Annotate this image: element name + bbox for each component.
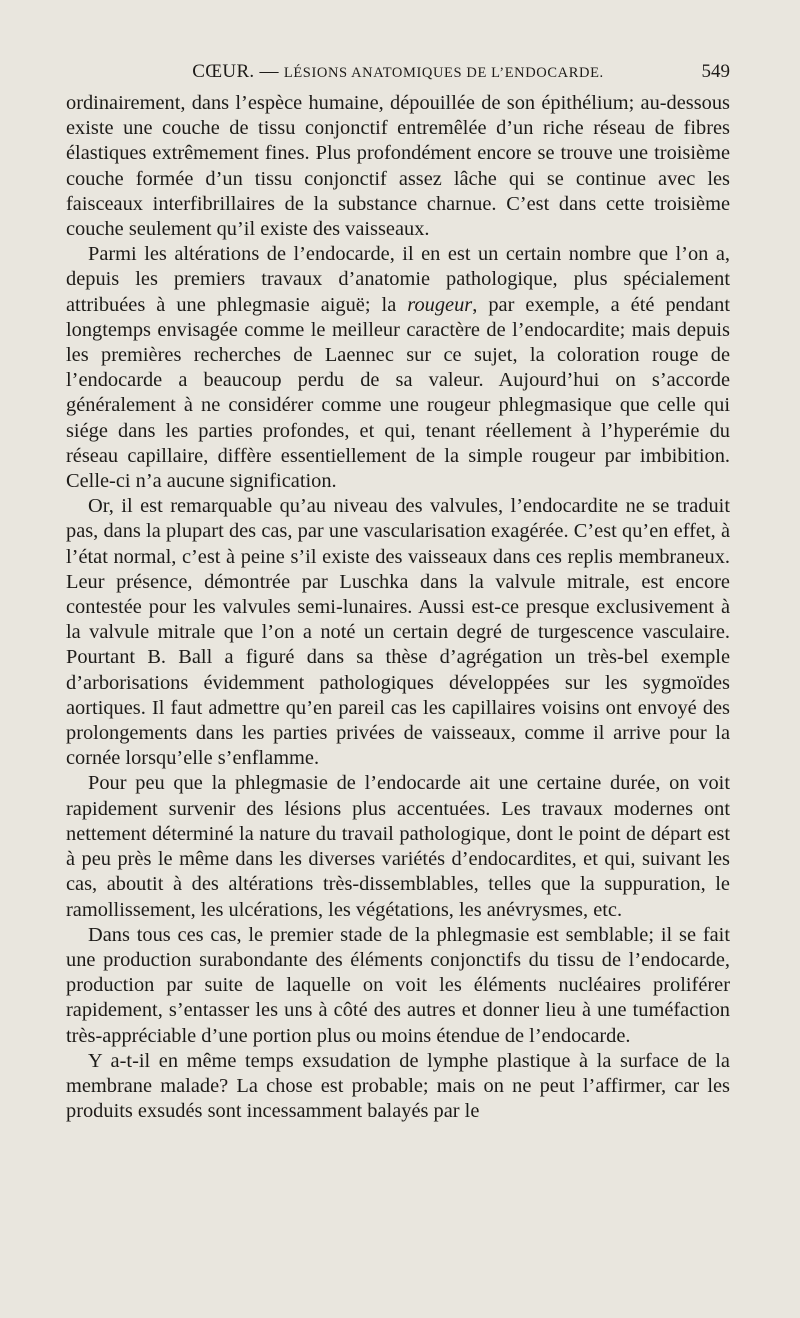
running-head xyxy=(66,58,730,87)
paragraph-text: Or, il est remarquable qu’au niveau des valvules, l’endocardite ne se traduit pas, dans la plupart des cas, par une vascularisation exagérée. C’est qu’en effet, à l’état normal, c’est à peine s’il existe des vaisseaux dans ces replis membraneux. Leur présence, démontrée par Luschka dans la valvule mitrale, est encore contestée pour les valvules semi-lunaires. Aussi est-ce presque exclusivement à la valvule mitrale que l’on a noté un certain degré de turgescence vasculaire. Pourtant B. Ball a figuré dans sa thèse d’agrégation un très-bel exemple d’arborisations évidemment pathologiques développées sur les sygmoïdes aortiques. Il faut admettre qu’en pareil cas les capillaires voisins ont envoyé des prolongements dans les parties privées de vaisseaux, comme il arrive pour la cornée lorsqu’elle s’enflamme. xyxy=(66,495,730,770)
paragraph-text: , par exemple, a été pendant longtemps envisagée comme le meilleur caractère de l’endocardite; mais depuis les premières recherches de Laennec sur ce sujet, la coloration rouge de l’endocarde a beaucoup perdu de sa valeur. Aujourd’hui on s’accorde généralement à ne considérer comme une rougeur phlegmasique que celle qui siége dans les parties profondes, et qui, tenant réellement à l’hyperémie du réseau capillaire, diffère essentiellement de la simple rougeur par imbibition. Celle-ci n’a aucune signification. xyxy=(66,293,730,493)
running-head-subtitle: LÉSIONS ANATOMIQUES DE L’ENDOCARDE. xyxy=(283,65,604,81)
paragraph-text: Y a-t-il en même temps exsudation de lymphe plastique à la surface de la membrane malade? La chose est probable; mais on ne peut l’affirmer, car les produits exsudés sont incessamment balayés par le xyxy=(66,1049,730,1123)
body-text xyxy=(66,91,730,1124)
paragraph xyxy=(66,771,730,922)
paragraph xyxy=(66,494,730,771)
paragraph-text: ordinairement, dans l’espèce humaine, dépouillée de son épithélium; au-dessous existe une couche de tissu conjonctif entremêlée d’un riche réseau de fibres élastiques extrêmement fines. Plus profondément encore se trouve une troisième couche formée d’un tissu conjonctif assez lâche qui se continue avec les faisceaux interfibrillaires de la substance charnue. C’est dans cette troisième couche seulement qu’il existe des vaisseaux. xyxy=(66,92,730,241)
running-head-main: CŒUR. xyxy=(192,61,255,82)
running-head-dash: — xyxy=(254,61,284,82)
paragraph xyxy=(66,1049,730,1125)
paragraph-text: Pour peu que la phlegmasie de l’endocarde ait une certaine durée, on voit rapidement survenir des lésions plus accentuées. Les travaux modernes ont nettement déterminé la nature du travail pathologique, dont le point de départ est à peu près le même dans les diverses variétés d’endocardites, et qui, suivant les cas, aboutit à des altérations très-dissemblables, telles que la suppuration, le ramollissement, les ulcérations, les végétations, les anévrysmes, etc. xyxy=(66,772,730,921)
page-header xyxy=(66,58,730,86)
paragraph xyxy=(66,242,730,494)
paragraph xyxy=(66,91,730,242)
italic-term: rougeur xyxy=(407,293,473,316)
paragraph-text: Parmi les altérations de l’endocarde, il en est un certain nombre que l’on a, depuis les premiers travaux d’anatomie pathologique, plus spécialement attribuées à une phlegmasie aiguë; la xyxy=(66,243,730,316)
page-number: 549 xyxy=(701,61,730,82)
paragraph xyxy=(66,923,730,1049)
paragraph-text: Dans tous ces cas, le premier stade de la phlegmasie est semblable; il se fait une production surabondante des éléments conjonctifs du tissu de l’endocarde, production par suite de laquelle on voit les éléments nucléaires proliférer rapidement, s’entasser les uns à côté des autres et donner lieu à une tuméfaction très-appréciable d’une portion plus ou moins étendue de l’endocarde. xyxy=(66,923,730,1047)
